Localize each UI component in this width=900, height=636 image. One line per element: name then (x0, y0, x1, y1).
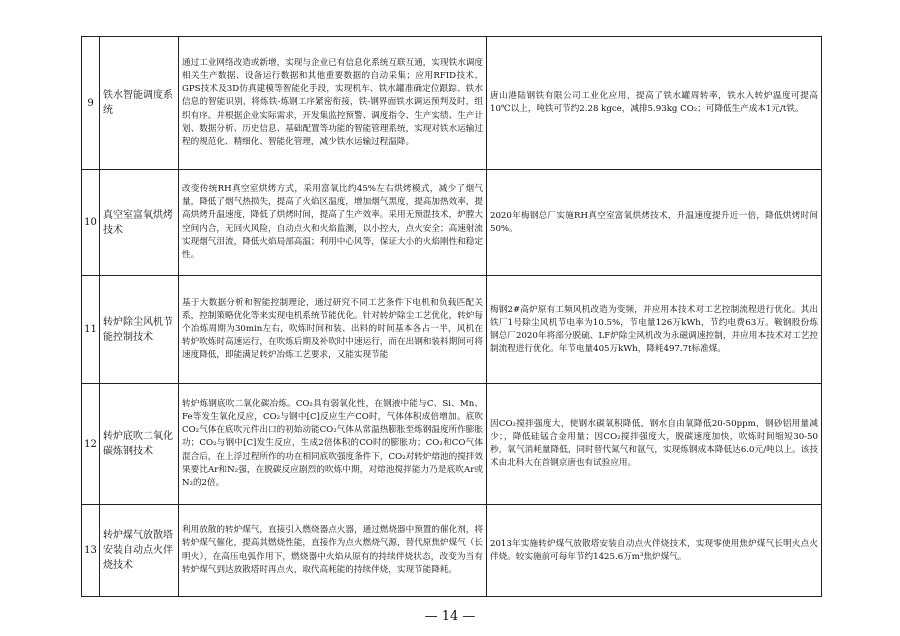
table-row (82, 505, 822, 597)
application-case: 2013年实施转炉煤气放散塔安装自动点火伴烧技术，实现零使用焦炉煤气长明火点火伴烧。较实施前可每年节约1425.6万m³焦炉煤气。 (487, 505, 822, 597)
application-case: 2020年梅钢总厂实施RH真空室富氧烘烤技术，升温速度提升近一倍，降低烘烤时间50%。 (487, 170, 822, 276)
tech-description: 改变传统RH真空室烘烤方式，采用富氧比约45%左右烘烤模式，减少了烟气量，降低了烟气热损失，提高了火焰区温度，增加烟气黑度，提高加热效率，提高烘烤升温速度，降低了烘烤时间，提高了生产效率。采用无预混技术，炉膛大空间内合，无回火风险，自动点火和火焰监测，以小控大，点火安全；高速射流实现烟气泪流，降低火焰局部高温；利用中心风等，保证大小的火焰刚性和稳定性。 (179, 170, 487, 276)
tech-name: 真空室富氧烘烤技术 (100, 170, 179, 276)
application-case: 唐山港陆钢铁有限公司工业化应用，提高了铁水罐周转率，铁水入转炉温度可提高10℃以上，吨铁可节约2.28 kgce，减排5.93kg CO₂；可降低生产成本1元/t铁。 (487, 37, 822, 170)
tech-description: 利用放散的转炉煤气，直接引入燃烧器点火器，通过燃烧器中预置的催化剂，将转炉煤气催化，提高其燃烧性能，直接作为点火燃烧气源，替代原焦炉煤气（长明火），在高压电弧作用下，燃烧器中火焰从原有的持续伴烧状态，改变为当有转炉煤气到达放散塔时再点火，取代高耗能的持续伴烧，实现节能降耗。 (179, 505, 487, 597)
row-number: 13 (82, 505, 100, 597)
tech-description: 转炉炼钢底吹二氧化碳冶炼。CO₂具有弱氧化性，在钢液中能与C、Si、Mn、Fe等发生氧化反应，CO₂与钢中[C]反应生产CO时，气体体积成倍增加。底吹CO₂气体在底吹元件出口的初始动能CO₂气体从常温热膨胀至炼钢温度所作膨胀功；CO₂与钢中[C]发生反应，生成2倍体积的CO时的膨胀功；CO₂和CO气体混合后，在上浮过程所作的功在相同底吹强度条件下，CO₂对转炉熔池的搅拌效果要比Ar和N₂强，在脱碳反应剧烈的吹炼中期，对熔池搅拌能力乃是底吹Ar或N₂的2倍。 (179, 384, 487, 505)
table-row (82, 37, 822, 170)
table-row (82, 384, 822, 505)
page-number: — 14 — (424, 609, 476, 624)
tech-description: 通过工业网络改造或新增，实现与企业已有信息化系统互联互通，实现铁水调度相关生产数据、设备运行数据和其他重要数据的自动采集；应用RFID技术、GPS技术及3D仿真建模等智能化手段，实现机车、铁水罐准确定位跟踪、铁水信息的智能识别，将炼铁-炼钢工序紧密衔接，铁-钢界面铁水调运预判及时，组织有序。并根据企业实际需求，开发集监控预警、调度指令、生产实绩、生产计划、数据分析、历史信息、基础配置等功能的智能管理系统，实现对铁水运输过程的规范化、精细化、智能化管理，减少铁水运输过程温降。 (179, 37, 487, 170)
table-row (82, 170, 822, 276)
table-row (82, 276, 822, 384)
technology-table (81, 36, 822, 597)
tech-name: 转炉除尘风机节能控制技术 (100, 276, 179, 384)
tech-name: 铁水智能调度系统 (100, 37, 179, 170)
application-case: 梅钢2#高炉原有工频风机改造为变频，并应用本技术对工艺控制流程进行优化。其出铁厂1号除尘风机节电率为10.5%，节电量126万kWh，节约电费63万。鞍钢股份炼钢总厂2020年将部分脱硫、LF炉除尘风机改为永磁调速控制，并应用本技术对工艺控制流程进行优化。年节电量405万kWh，降耗497.7t标准煤。 (487, 276, 822, 384)
tech-description: 基于大数据分析和智能控制理论，通过研究不同工艺条件下电机和负载匹配关系，控制策略优化等来实现电机系统节能优化。针对转炉除尘工艺优化，转炉每个冶炼周期为30min左右，吹炼时间和装、出料的时间基本各占一半，风机在转炉吹炼时高速运行，在吹炼后期及补吹时中速运行，而在出钢和装料期间可将速度降低，即能满足转炉冶炼工艺要求，又能实现节能 (179, 276, 487, 384)
tech-name: 转炉煤气放散塔安装自动点火伴烧技术 (100, 505, 179, 597)
application-case: 因CO₂搅拌强度大，使钢水碳氧积降低，钢水自由氧降低20-50ppm，钢砂铝用量减少；，降低硅锰合金用量；因CO₂搅拌强度大，脱碳速度加快，吹炼时间缩短30-50秒，氧气消耗量降低，同时替代氮气和氩气，实现炼钢成本降低达6.0元/吨以上。该技术由北科大在首钢京唐也有试验应用。 (487, 384, 822, 505)
row-number: 11 (82, 276, 100, 384)
row-number: 9 (82, 37, 100, 170)
row-number: 12 (82, 384, 100, 505)
row-number: 10 (82, 170, 100, 276)
tech-name: 转炉底吹二氧化碳炼钢技术 (100, 384, 179, 505)
